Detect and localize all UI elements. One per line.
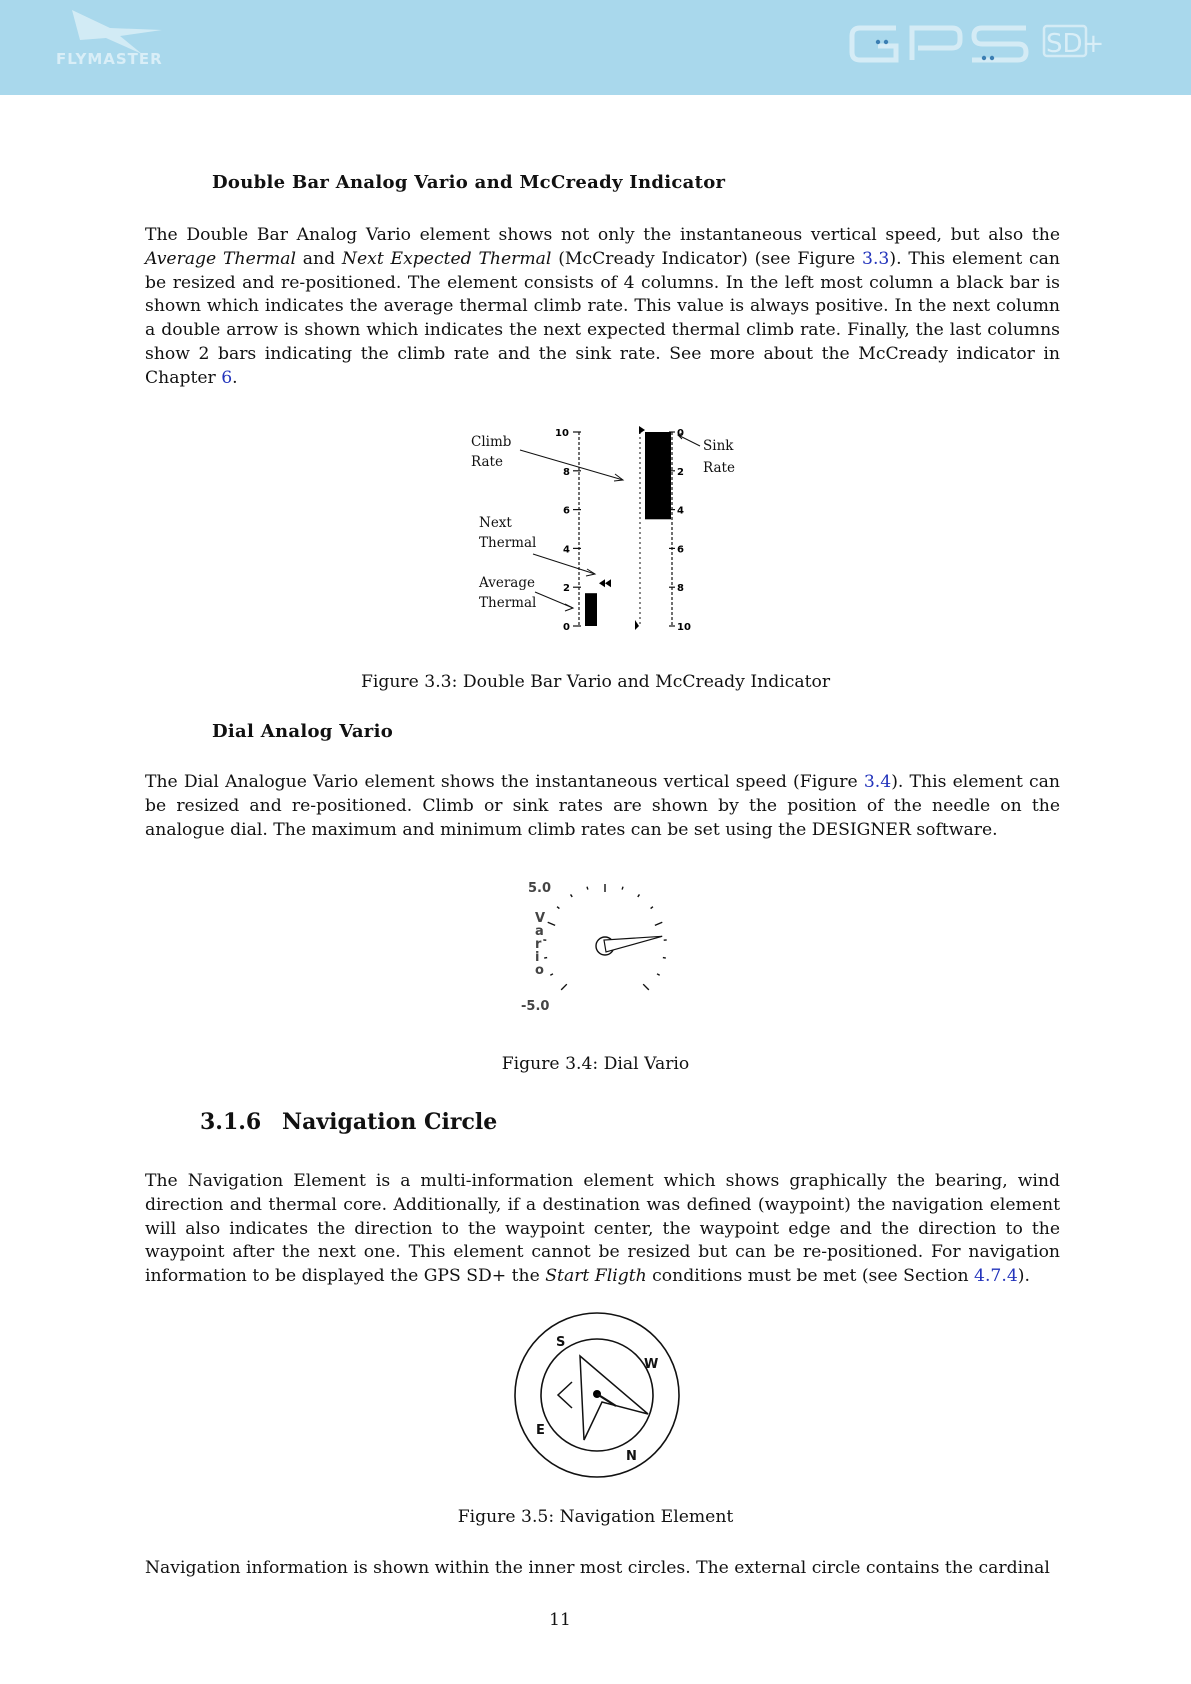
dial-major-tick [548, 922, 555, 925]
text-run: ). [1017, 1266, 1030, 1287]
vario-letter: i [535, 950, 540, 965]
right-scale-tick-label: 6 [677, 544, 684, 556]
left-scale-tick-label: 10 [555, 428, 569, 439]
last-paragraph: Navigation information is shown within the inner most circles. The external circle contains the cardinal [145, 1558, 1050, 1578]
left-scale-tick-label: 0 [563, 622, 570, 633]
left-scale-tick-label: 4 [563, 544, 570, 556]
dial-minor-tick [544, 958, 547, 959]
text-run: The Double Bar Analog Vario element shows not only the instantaneous vertical speed, but also the [145, 225, 1060, 245]
text-run: The Dial Analogue Vario element shows the instantaneous vertical speed (Figure [145, 772, 864, 792]
chapter-6-link[interactable]: 6 [221, 367, 233, 388]
term-average-thermal: Average Thermal [145, 248, 296, 269]
label-climb-rate: Climb [471, 434, 512, 450]
right-scale-tick-label: 8 [677, 583, 684, 595]
label-climb-rate-2: Rate [471, 454, 503, 470]
climb-rate-pointer [520, 450, 623, 480]
section-number: 3.1.6 [200, 1109, 262, 1135]
dial-minor-tick [663, 958, 666, 959]
label-average-thermal: Average [479, 575, 535, 591]
dial-needle [604, 936, 662, 952]
dial-paragraph [145, 771, 1060, 842]
text-run: The Navigation Element is a multi-information element which shows graphically the bearing, wind direction and thermal core. Additionally, if a destination was defined (waypoint) the navigation element will also indicates the direction to the waypoint center, the waypoint edge and the direction to the waypoint after the next one. This element cannot be resized but can be re-positioned. For navigation information to be displayed the GPS SD+ the [145, 1171, 1060, 1287]
term-next-thermal: Next Expected Thermal [341, 248, 552, 269]
product-suffix: SD+ [1046, 29, 1105, 59]
navigation-paragraph [145, 1170, 1060, 1289]
sink-rate-pointer [678, 435, 700, 446]
dial-minor-tick [651, 907, 653, 909]
label-sink-rate: Sink [703, 438, 734, 454]
cardinal-e: E [536, 1423, 545, 1438]
vario-letter: o [535, 963, 544, 978]
label-next-thermal: Next [479, 515, 512, 531]
page-number: 11 [549, 1610, 571, 1630]
right-scale-tick-label: 0 [677, 428, 684, 439]
waypoint-chevron-icon [558, 1382, 572, 1408]
dial-minor-tick [622, 887, 623, 890]
dial-minor-tick [587, 887, 588, 890]
text-run: and [296, 248, 342, 269]
figure-3-3-caption: Figure 3.3: Double Bar Vario and McCready Indicator [360, 672, 831, 692]
text-run: conditions must be met (see Section [646, 1266, 975, 1287]
double-bar-heading: Double Bar Analog Vario and McCready Indicator [212, 172, 726, 193]
dial-minor-tick [638, 894, 640, 896]
dial-vario-figure [515, 868, 685, 1023]
text-run: . [232, 367, 238, 388]
sink-rate-bar [645, 432, 671, 519]
next-thermal-pointer [533, 554, 595, 574]
dial-major-tick [655, 922, 662, 925]
text-run: (McCready Indicator) (see Figure [551, 248, 863, 269]
double-bar-paragraph [145, 224, 1060, 391]
bearing-arrow-icon [580, 1356, 648, 1440]
figure-3-4-link[interactable]: 3.4 [863, 772, 892, 792]
right-scale-tick-label: 4 [677, 505, 684, 517]
figure-3-5-caption: Figure 3.5: Navigation Element [457, 1507, 734, 1527]
page-header [0, 0, 1191, 95]
right-scale-tick-label: 2 [677, 466, 684, 478]
vario-letter: V [535, 911, 546, 926]
label-next-thermal-2: Thermal [479, 535, 537, 551]
dial-minor-tick [571, 894, 573, 896]
dial-minor-tick [550, 974, 553, 975]
gps-sd-logo [848, 20, 1138, 68]
figure-3-4-caption: Figure 3.4: Dial Vario [501, 1054, 690, 1074]
cardinal-s: S [556, 1335, 566, 1350]
dial-minor-tick [657, 974, 660, 975]
climb-marker-arrow [639, 426, 645, 434]
term-start-flight: Start Fligth [545, 1266, 647, 1287]
vario-letter: a [535, 924, 544, 939]
average-thermal-bar [585, 593, 597, 626]
cardinal-w: W [644, 1357, 659, 1372]
dial-min-label: -5.0 [521, 999, 550, 1014]
navigation-element-figure [512, 1310, 682, 1480]
zero-marker-arrow [635, 620, 639, 630]
dial-major-tick [561, 984, 567, 990]
dial-minor-tick [557, 907, 559, 909]
brand-name: FLYMASTER [56, 50, 163, 68]
vario-letter: r [535, 937, 542, 952]
left-scale-tick-label: 8 [563, 466, 570, 478]
left-scale-tick-label: 6 [563, 505, 570, 517]
section-title: Navigation Circle [282, 1109, 498, 1135]
double-bar-vario-figure [465, 420, 745, 635]
next-thermal-double-arrow [599, 579, 611, 587]
dial-major-tick [643, 984, 649, 990]
text-run: ). This element can be resized and re-positioned. The element consists of 4 columns. In the left most column a black bar is shown which indicates the average thermal climb rate. This value is always positive. In the next column a double arrow is shown which indicates the next expected thermal climb rate. Finally, the last columns show 2 bars indicating the climb rate and the sink rate. See more about the McCready indicator in Chapter [145, 248, 1061, 388]
cardinal-n: N [626, 1449, 637, 1464]
average-thermal-pointer-head [565, 604, 573, 611]
section-4-7-4-link[interactable]: 4.7.4 [974, 1266, 1018, 1287]
label-average-thermal-2: Thermal [479, 595, 537, 611]
right-scale-tick-label: 10 [677, 622, 691, 633]
left-scale-tick-label: 2 [563, 583, 570, 595]
dial-heading: Dial Analog Vario [212, 721, 394, 742]
dial-max-label: 5.0 [528, 881, 552, 896]
section-heading [200, 1109, 497, 1135]
figure-3-3-link[interactable]: 3.3 [862, 248, 890, 269]
text-run: ). This element can be resized and re-positioned. Climb or sink rates are shown by the position of the needle on the analogue dial. The maximum and minimum climb rates can be set using the DESIGNER software. [145, 772, 1061, 840]
label-sink-rate-2: Rate [703, 460, 735, 476]
